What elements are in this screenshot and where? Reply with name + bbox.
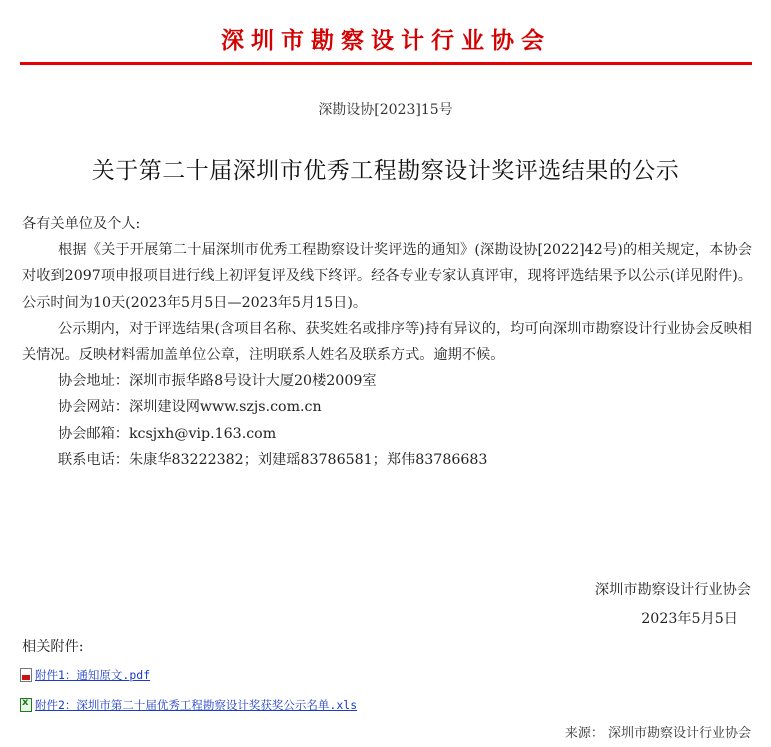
document-body <box>22 211 752 473</box>
contact-phone: 联系电话：朱康华83222382；刘建瑶83786581；郑伟83786683 <box>58 451 488 468</box>
source-line: 来源： 深圳市勘察设计行业协会 <box>564 726 751 741</box>
page-title: 关于第二十届深圳市优秀工程勘察设计奖评选结果的公示 <box>91 158 680 184</box>
paragraph-objection: 公示期内，对于评选结果(含项目名称、获奖姓名或排序等)持有异议的，均可向深圳市勘察设计行业协会反映相关情况。反映材料需加盖单位公章，注明联系人姓名及联系方式。逾期不候。 <box>22 320 752 364</box>
signature-date: 2023年5月5日 <box>641 611 738 627</box>
attachments-label: 相关附件: <box>22 639 84 655</box>
attachment-link-2-text[interactable]: 附件2：深圳市第二十届优秀工程勘察设计奖获奖公示名单.xls <box>35 698 358 712</box>
org-header: 深圳市勘察设计行业协会 <box>221 27 551 54</box>
contact-email: 协会邮箱：kcsjxh@vip.163.com <box>58 425 277 442</box>
xls-file-icon <box>20 698 32 712</box>
paragraph-intro: 根据《关于开展第二十届深圳市优秀工程勘察设计奖评选的通知》(深勘设协[2022]42号)的相关规定，本协会对收到2097项申报项目进行线上初评复评及线下终评。经各专业专家认真评审，现将评选结果予以公示(详见附件)。公示时间为10天(2023年5月5日—2023年5月15日)。 <box>22 242 752 311</box>
salutation: 各有关单位及个人: <box>22 216 141 232</box>
attachment-link-1-text[interactable]: 附件1：通知原文.pdf <box>35 668 151 682</box>
pdf-file-icon <box>20 668 32 682</box>
contact-address: 协会地址：深圳市振华路8号设计大厦20楼2009室 <box>58 373 377 390</box>
attachment-link-2[interactable] <box>20 697 357 713</box>
contact-website: 协会网站：深圳建设网www.szjs.com.cn <box>58 399 322 416</box>
doc-number: 深勘设协[2023]15号 <box>318 102 453 118</box>
attachment-link-1[interactable] <box>20 667 150 683</box>
red-divider <box>20 62 752 65</box>
signature-org: 深圳市勘察设计行业协会 <box>594 582 751 598</box>
